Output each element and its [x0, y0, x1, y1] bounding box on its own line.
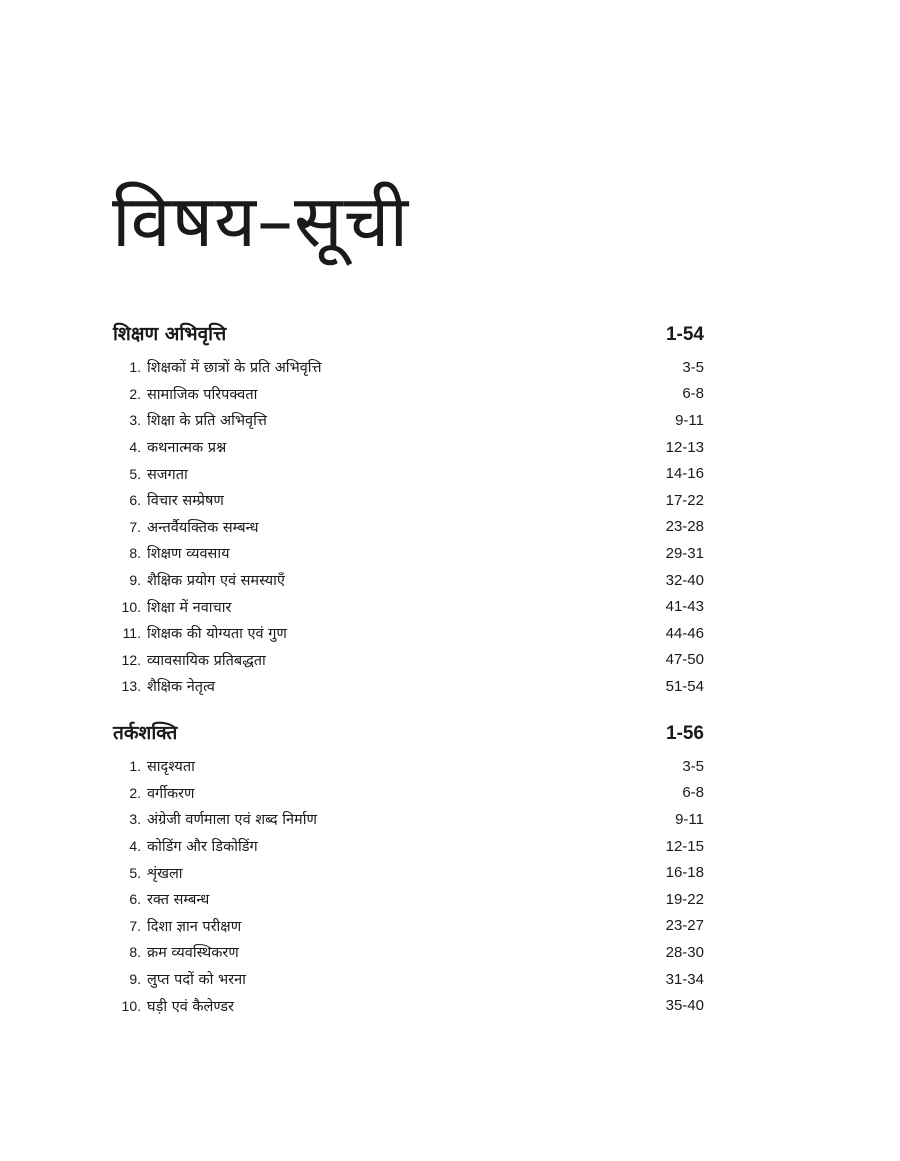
- toc-entry[interactable]: [113, 992, 704, 1019]
- entry-pages: 6-8: [682, 385, 704, 403]
- entry-number: 1.: [129, 359, 141, 376]
- toc-entry[interactable]: [113, 434, 704, 461]
- toc-entry[interactable]: [113, 780, 704, 807]
- entry-title: शिक्षक की योग्यता एवं गुण: [147, 626, 287, 643]
- entry-title: सादृश्यता: [147, 759, 195, 776]
- entry-number: 11.: [122, 625, 141, 642]
- entry-number: 6.: [129, 891, 141, 908]
- toc-list: [113, 354, 704, 700]
- toc-entry[interactable]: [113, 939, 704, 966]
- entry-pages: 16-18: [665, 864, 704, 882]
- toc-entry[interactable]: [113, 647, 704, 674]
- entry-number: 13.: [121, 678, 141, 695]
- entry-title: शैक्षिक नेतृत्व: [147, 679, 215, 696]
- entry-title: सजगता: [147, 466, 188, 483]
- toc-entry[interactable]: [113, 540, 704, 567]
- toc-entry[interactable]: [113, 913, 704, 940]
- entry-pages: 31-34: [665, 970, 704, 988]
- entry-title: कोडिंग और डिकोडिंग: [147, 839, 258, 856]
- entry-title: शिक्षा में नवाचार: [147, 599, 232, 616]
- section-heading: तर्कशक्ति: [113, 722, 178, 744]
- entry-pages: 3-5: [682, 757, 704, 775]
- toc-entry[interactable]: [113, 806, 704, 833]
- entry-pages: 3-5: [682, 358, 704, 376]
- entry-pages: 12-15: [665, 837, 704, 855]
- entry-pages: 6-8: [682, 784, 704, 802]
- entry-title: अन्तर्वैयक्तिक सम्बन्ध: [147, 519, 259, 536]
- entry-pages: 29-31: [665, 544, 704, 562]
- entry-number: 8.: [129, 545, 141, 562]
- toc-entry[interactable]: [113, 460, 704, 487]
- entry-number: 1.: [129, 758, 141, 775]
- toc-entry[interactable]: [113, 886, 704, 913]
- entry-title: वर्गीकरण: [147, 785, 195, 802]
- entry-number: 7.: [129, 518, 141, 535]
- toc-entry[interactable]: [113, 966, 704, 993]
- entry-title: शृंखला: [147, 865, 183, 882]
- entry-pages: 17-22: [665, 491, 704, 509]
- entry-title: व्यावसायिक प्रतिबद्धता: [147, 652, 266, 669]
- toc-entry[interactable]: [113, 514, 704, 541]
- entry-title: विचार सम्प्रेषण: [147, 493, 224, 510]
- section-heading-row: [113, 719, 704, 753]
- entry-number: 7.: [129, 917, 141, 934]
- entry-number: 5.: [129, 864, 141, 881]
- toc-entry[interactable]: [113, 354, 704, 381]
- entry-number: 12.: [121, 651, 141, 668]
- entry-title: कथनात्मक प्रश्न: [147, 440, 227, 457]
- entry-number: 9.: [129, 572, 141, 589]
- toc-section-tarkshakti: [113, 719, 704, 1019]
- entry-pages: 47-50: [665, 651, 704, 669]
- entry-title: शैक्षिक प्रयोग एवं समस्याएँ: [147, 573, 285, 590]
- entry-number: 3.: [129, 412, 141, 429]
- entry-pages: 14-16: [665, 465, 704, 483]
- toc-entry[interactable]: [113, 407, 704, 434]
- entry-pages: 12-13: [665, 438, 704, 456]
- entry-pages: 51-54: [665, 677, 704, 695]
- entry-number: 10.: [121, 997, 141, 1014]
- entry-title: शिक्षण व्यवसाय: [147, 546, 230, 563]
- entry-pages: 23-27: [665, 917, 704, 935]
- toc-section-shikshan-abhivritti: [113, 320, 704, 700]
- entry-pages: 44-46: [665, 624, 704, 642]
- section-page-range: 1-54: [665, 324, 704, 345]
- entry-pages: 9-11: [675, 411, 704, 429]
- entry-title: अंग्रेजी वर्णमाला एवं शब्द निर्माण: [147, 812, 317, 829]
- entry-number: 8.: [129, 944, 141, 961]
- toc-entry[interactable]: [113, 833, 704, 860]
- entry-title: सामाजिक परिपक्वता: [147, 386, 258, 403]
- toc-entry[interactable]: [113, 859, 704, 886]
- entry-number: 2.: [129, 784, 141, 801]
- toc-entry[interactable]: [113, 620, 704, 647]
- entry-title: घड़ी एवं कैलेण्डर: [147, 998, 234, 1015]
- entry-number: 4.: [129, 439, 141, 456]
- entry-pages: 35-40: [665, 997, 704, 1015]
- entry-pages: 23-28: [665, 518, 704, 536]
- toc-entry[interactable]: [113, 567, 704, 594]
- section-heading: शिक्षण अभिवृत्ति: [113, 323, 227, 345]
- entry-title: दिशा ज्ञान परीक्षण: [147, 918, 242, 935]
- entry-title: लुप्त पदों को भरना: [147, 972, 246, 989]
- entry-pages: 32-40: [665, 571, 704, 589]
- entry-number: 3.: [129, 811, 141, 828]
- entry-title: शिक्षकों में छात्रों के प्रति अभिवृत्ति: [147, 360, 322, 377]
- entry-title: क्रम व्यवस्थिकरण: [147, 945, 239, 962]
- entry-pages: 28-30: [665, 943, 704, 961]
- entry-number: 9.: [129, 971, 141, 988]
- entry-number: 10.: [121, 598, 141, 615]
- toc-entry[interactable]: [113, 753, 704, 780]
- entry-number: 2.: [129, 385, 141, 402]
- toc-entry[interactable]: [113, 673, 704, 700]
- entry-pages: 41-43: [665, 598, 704, 616]
- entry-number: 6.: [129, 492, 141, 509]
- toc-entry[interactable]: [113, 593, 704, 620]
- entry-pages: 19-22: [665, 890, 704, 908]
- section-page-range: 1-56: [665, 723, 704, 744]
- page-title: विषय–सूची: [112, 179, 410, 263]
- toc-entry[interactable]: [113, 381, 704, 408]
- entry-pages: 9-11: [675, 810, 704, 828]
- entry-number: 5.: [129, 465, 141, 482]
- toc-entry[interactable]: [113, 487, 704, 514]
- entry-title: शिक्षा के प्रति अभिवृत्ति: [147, 413, 267, 430]
- entry-title: रक्त सम्बन्ध: [147, 892, 210, 909]
- toc-list: [113, 753, 704, 1019]
- section-heading-row: [113, 320, 704, 354]
- entry-number: 4.: [129, 838, 141, 855]
